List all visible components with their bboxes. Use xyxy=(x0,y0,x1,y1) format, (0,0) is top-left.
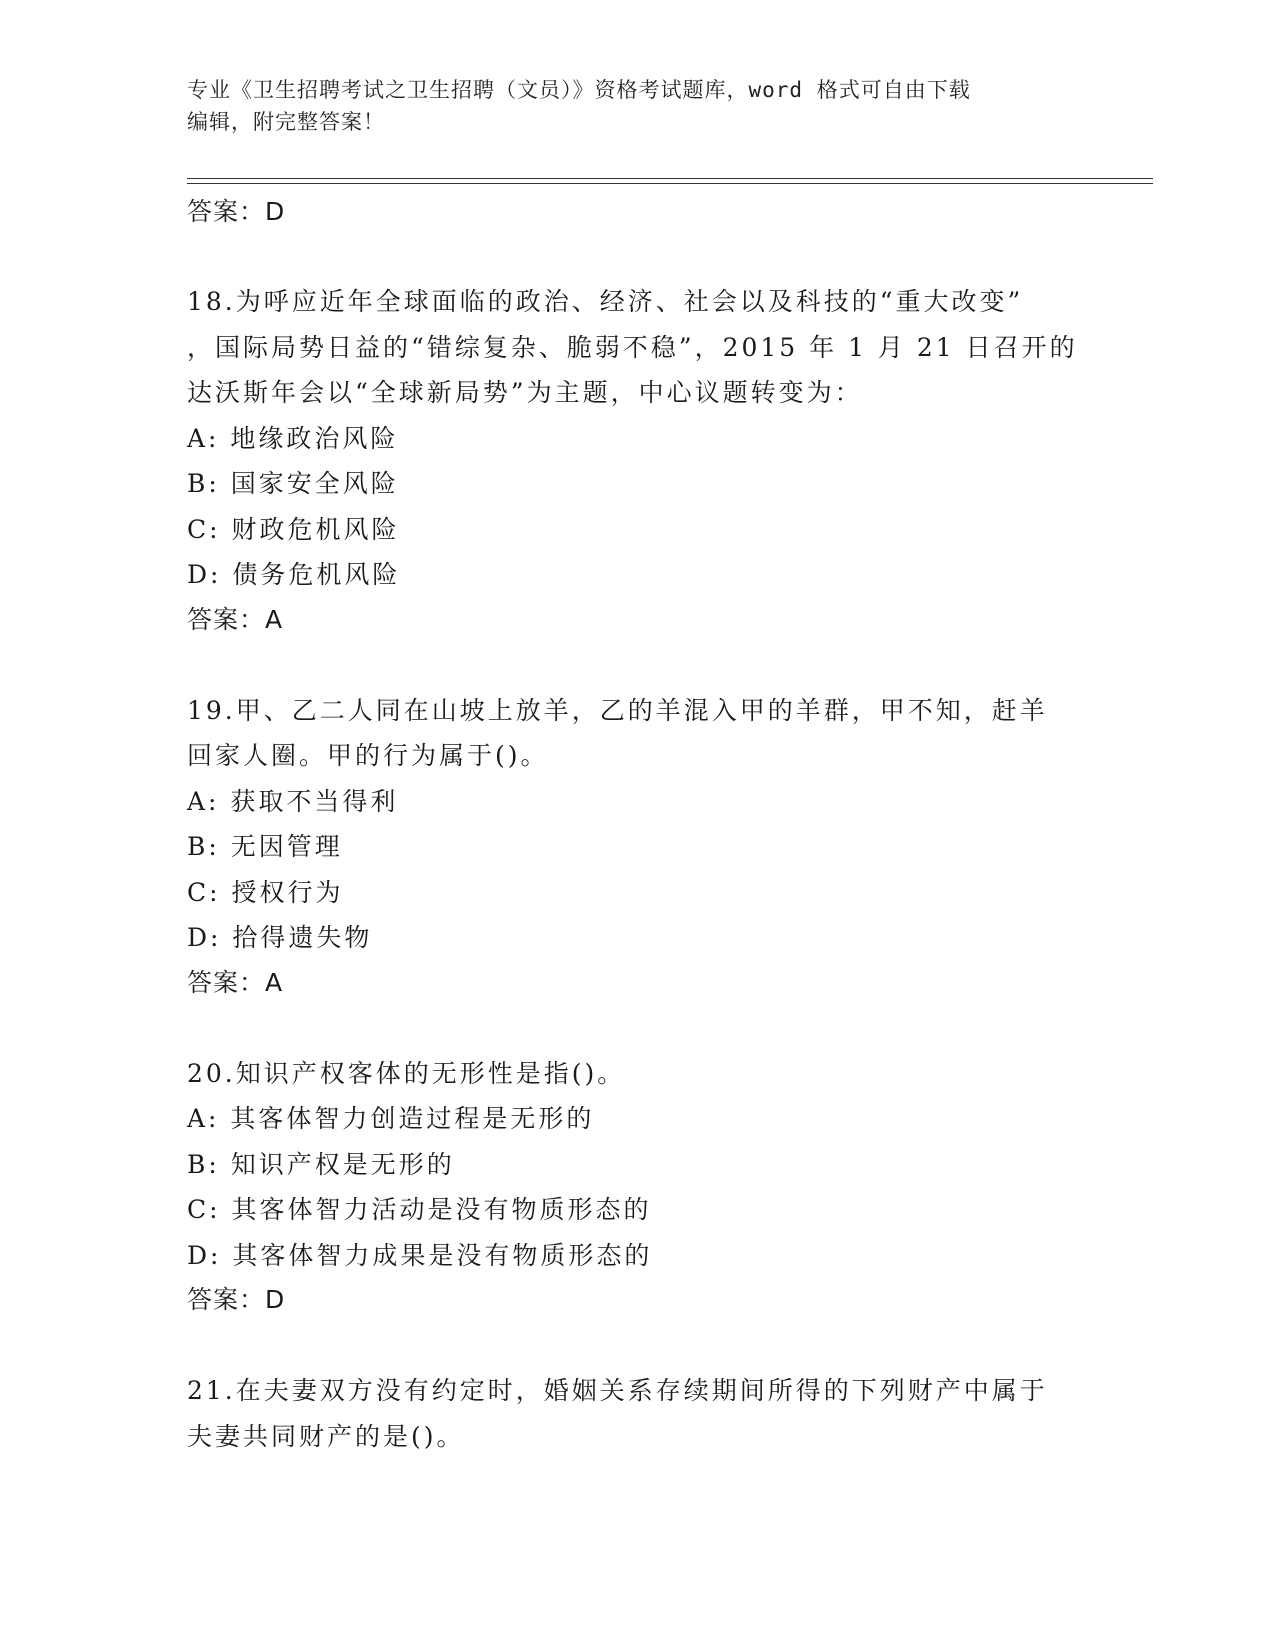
question-text: 18.为呼应近年全球面临的政治、经济、社会以及科技的“重大改变” xyxy=(187,287,1024,316)
option-a: A: 获取不当得利 xyxy=(187,786,399,816)
question-18 xyxy=(187,279,1087,642)
option-c: C: 其客体智力活动是没有物质形态的 xyxy=(187,1195,652,1224)
question-21 xyxy=(187,1368,1087,1459)
answer-line: 答案：A xyxy=(187,967,284,997)
option-a: A: 地缘政治风险 xyxy=(187,423,399,453)
question-19 xyxy=(187,688,1087,1005)
spacer xyxy=(187,234,1087,279)
header-line-2: 编辑，附完整答案！ xyxy=(187,110,385,134)
header-line-1: 专业《卫生招聘考试之卫生招聘（文员）》资格考试题库，word 格式可自由下载 xyxy=(187,78,971,102)
question-text: 回家人圈。甲的行为属于()。 xyxy=(187,741,549,770)
question-text: 19.甲、乙二人同在山坡上放羊，乙的羊混入甲的羊群，甲不知，赶羊 xyxy=(187,695,1048,725)
document-body xyxy=(187,190,1087,1459)
option-b: B: 无因管理 xyxy=(187,832,343,861)
option-c: C: 财政危机风险 xyxy=(187,514,400,544)
question-text: 夫妻共同财产的是()。 xyxy=(187,1421,465,1451)
spacer xyxy=(187,1322,1087,1368)
option-d: D: 其客体智力成果是没有物质形态的 xyxy=(187,1240,653,1270)
question-text: 20.知识产权客体的无形性是指()。 xyxy=(187,1058,626,1088)
option-b: B: 国家安全风险 xyxy=(187,469,399,498)
spacer xyxy=(187,1005,1087,1051)
question-text: 达沃斯年会以“全球新局势”为主题，中心议题转变为： xyxy=(187,378,863,407)
question-20 xyxy=(187,1051,1087,1323)
question-text: 21.在夫妻双方没有约定时，婚姻关系存续期间所得的下列财产中属于 xyxy=(187,1376,1048,1405)
option-a: A: 其客体智力创造过程是无形的 xyxy=(187,1104,595,1133)
option-c: C: 授权行为 xyxy=(187,877,344,907)
answer-line: 答案：D xyxy=(187,1285,286,1314)
answer-line: 答案：D xyxy=(187,197,286,226)
spacer xyxy=(187,642,1087,688)
document-header xyxy=(187,74,1077,138)
option-b: B: 知识产权是无形的 xyxy=(187,1149,455,1179)
header-rule-bottom xyxy=(187,183,1153,184)
question-text: ，国际局势日益的“错综复杂、脆弱不稳”，2015 年 1 月 21 日召开的 xyxy=(187,332,1078,362)
option-d: D: 拾得遗失物 xyxy=(187,923,373,952)
header-rule-top xyxy=(187,178,1153,179)
option-d: D: 债务危机风险 xyxy=(187,560,401,589)
answer-line: 答案：A xyxy=(187,604,284,634)
